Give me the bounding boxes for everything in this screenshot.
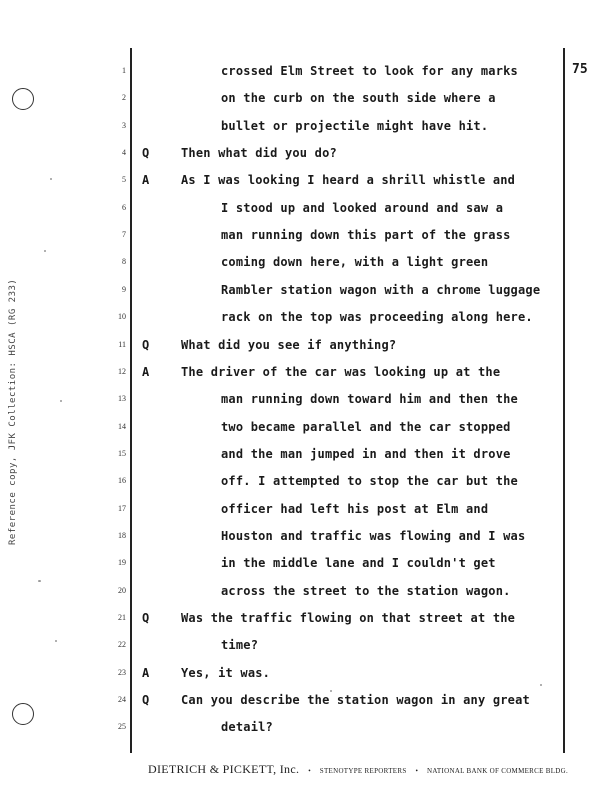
line-number: 22 — [118, 640, 126, 650]
transcript-line: detail? — [221, 720, 273, 735]
transcript-line: on the curb on the south side where a — [221, 91, 496, 106]
transcript-line: and the man jumped in and then it drove — [221, 446, 511, 461]
line-number: 15 — [118, 448, 126, 458]
scan-speck — [330, 690, 332, 692]
transcript-line: two became parallel and the car stopped — [221, 419, 511, 434]
transcript-line: Can you describe the station wagon in any great — [181, 693, 530, 708]
line-number: 21 — [118, 613, 126, 622]
transcript-line: in the middle lane and I couldn't get — [221, 556, 496, 571]
speaker-answer: A — [142, 173, 150, 188]
transcript-line: across the street to the station wagon. — [221, 583, 511, 598]
line-number: 8 — [122, 257, 126, 267]
page-number: 75 — [572, 62, 588, 77]
line-number: 20 — [118, 585, 126, 595]
line-number: 6 — [122, 202, 126, 212]
scan-speck — [38, 580, 41, 582]
speaker-answer: A — [142, 665, 150, 680]
line-number: 4 — [122, 148, 126, 158]
footer-separator: • — [415, 767, 418, 775]
transcript-line: crossed Elm Street to look for any marks — [221, 64, 518, 78]
line-number: 23 — [118, 667, 126, 677]
line-number: 7 — [122, 230, 126, 240]
line-number: 13 — [118, 394, 126, 404]
transcript-line: Rambler station wagon with a chrome luggage — [221, 282, 541, 297]
punch-hole-top — [12, 88, 34, 110]
footer-address: NATIONAL BANK OF COMMERCE BLDG. — [426, 767, 569, 775]
reference-stamp: Reference copy, JFK Collection: HSCA (RG 233) — [8, 278, 18, 545]
line-number: 14 — [118, 421, 126, 431]
speaker-question: Q — [142, 146, 150, 161]
right-margin-rule — [563, 48, 565, 753]
speaker-question: Q — [142, 611, 150, 625]
transcript-line: officer had left his post at Elm and — [221, 501, 489, 516]
footer-firm: DIETRICH & PICKETT, Inc. — [148, 762, 300, 776]
scan-speck — [55, 640, 57, 642]
transcript-line: I stood up and looked around and saw a — [221, 200, 504, 215]
transcript-line: off. I attempted to stop the car but the — [221, 474, 518, 489]
transcript-line: bullet or projectile might have hit. — [221, 118, 489, 133]
footer-service: STENOTYPE REPORTERS — [319, 767, 407, 775]
speaker-question: Q — [142, 693, 150, 708]
transcript-line: The driver of the car was looking up at the — [181, 364, 501, 379]
transcript-line: Then what did you do? — [181, 146, 337, 161]
speaker-question: Q — [142, 337, 150, 352]
scan-speck — [540, 684, 542, 686]
transcript-line: man running down this part of the grass — [221, 228, 511, 243]
transcript-line: Houston and traffic was flowing and I was — [221, 528, 526, 543]
transcript-line: coming down here, with a light green — [221, 255, 489, 270]
line-number: 16 — [118, 476, 126, 486]
transcript-line: rack on the top was proceeding along here. — [221, 310, 533, 325]
line-number: 19 — [118, 558, 126, 568]
line-number: 2 — [122, 93, 126, 103]
footer-separator: • — [308, 767, 311, 775]
transcript-line: man running down toward him and then the — [221, 392, 518, 407]
line-number: 12 — [118, 366, 126, 376]
line-number: 10 — [118, 312, 126, 322]
left-margin-rule — [130, 48, 132, 753]
line-number: 3 — [122, 120, 126, 130]
transcript-line: As I was looking I heard a shrill whistle and — [181, 173, 516, 188]
line-number: 17 — [118, 503, 126, 513]
line-number: 9 — [122, 284, 126, 294]
line-number: 1 — [122, 66, 126, 75]
scan-speck — [44, 250, 46, 252]
scan-speck — [60, 400, 62, 402]
line-number: 11 — [118, 339, 126, 349]
line-number: 5 — [122, 175, 126, 185]
line-number: 18 — [118, 530, 126, 540]
transcript-line: What did you see if anything? — [181, 337, 397, 352]
punch-hole-bottom — [12, 703, 34, 725]
line-number: 24 — [118, 695, 126, 705]
scan-speck — [50, 178, 52, 180]
speaker-answer: A — [142, 364, 150, 379]
transcript-line: Yes, it was. — [181, 665, 271, 680]
transcript-line: Was the traffic flowing on that street at the — [181, 611, 516, 625]
line-number: 25 — [118, 722, 126, 732]
footer — [148, 760, 568, 778]
transcript-line: time? — [221, 638, 259, 653]
